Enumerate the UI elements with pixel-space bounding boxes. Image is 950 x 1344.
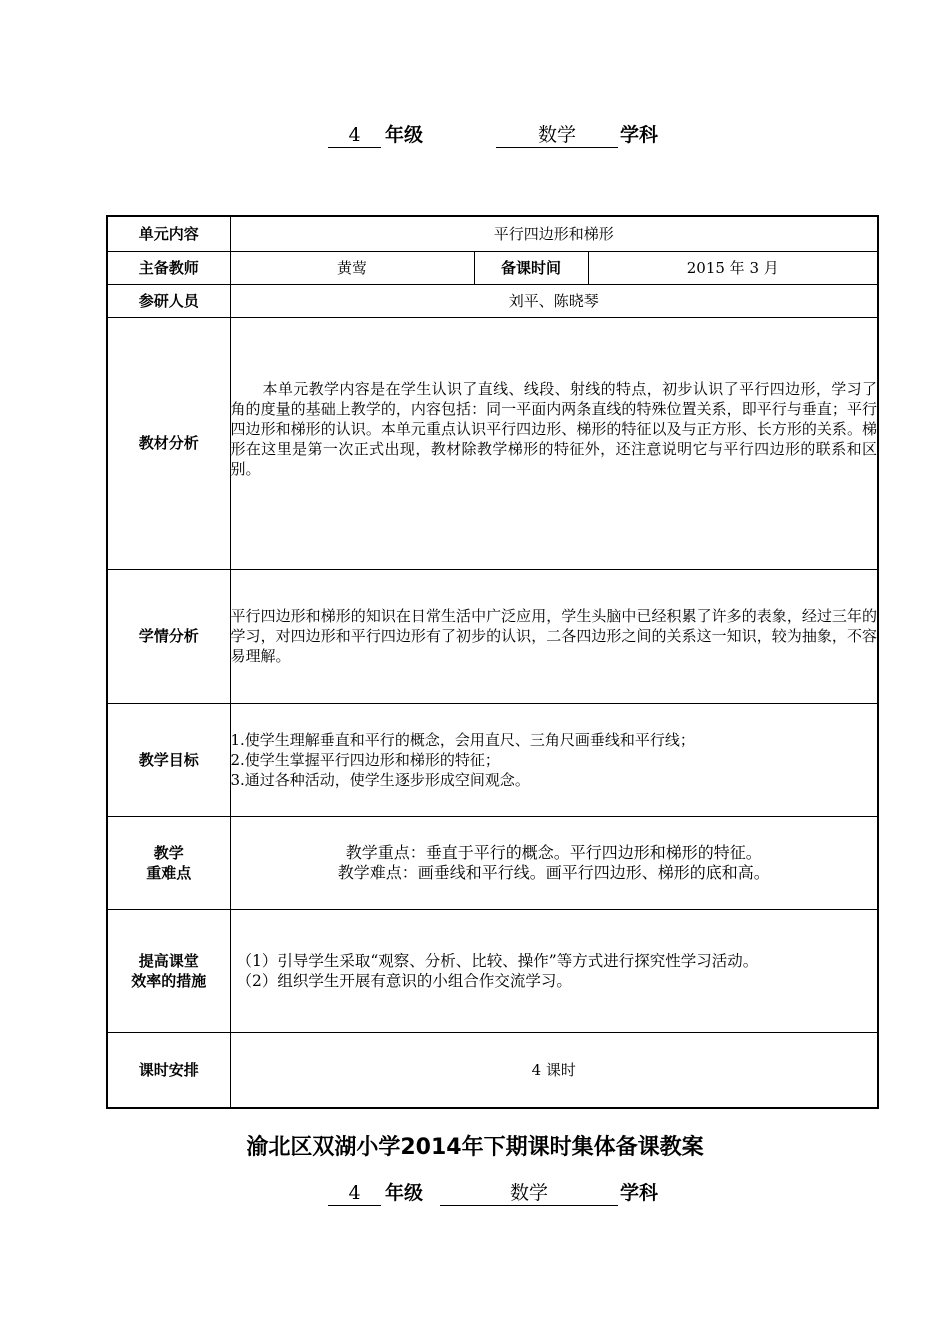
teaching-goal-item: 3.通过各种活动，使学生逐步形成空间观念。 [230,770,530,789]
key-points-label-line2: 重难点 [146,863,192,882]
unit-content-label: 单元内容 [107,216,230,251]
row-unit-content [107,216,878,251]
learner-analysis-cell [230,569,878,703]
key-points-label [107,816,230,909]
participants-value: 刘平、陈晓琴 [230,284,878,317]
unit-content-value: 平行四边形和梯形 [230,216,878,251]
teaching-goal-item: 2.使学生掌握平行四边形和梯形的特征； [230,750,500,769]
subject-value: 数学 [496,124,618,148]
teaching-goals-label: 教学目标 [107,703,230,816]
subject-word: 学科 [620,124,659,146]
grade-word: 年级 [385,124,424,146]
teaching-goals-cell [230,703,878,816]
schedule-label: 课时安排 [107,1032,230,1108]
subject-word: 学科 [620,1182,659,1204]
material-analysis-label: 教材分析 [107,317,230,569]
header-grade-subject-2 [0,1182,950,1210]
grade-value: 4 [328,124,381,148]
efficiency-label-line1: 提高课堂 [138,951,199,970]
row-teacher [107,251,878,284]
material-analysis-text: 本单元教学内容是在学生认识了直线、线段、射线的特点，初步认识了平行四边形，学习了角的度量的基础上教学的，内容包括：同一平面内两条直线的特殊位置关系，即平行与垂直；平行四边形和梯形的认识。本单元重点认识平行四边形、梯形的特征以及与正方形、长方形的关系。梯形在这里是第一次正式出现，教材除教学梯形的特征外，还注意说明它与平行四边形的联系和区别。 [230,380,878,478]
subject-value: 数学 [440,1182,618,1206]
row-learner-analysis [107,569,878,703]
efficiency-measure-item: （2）组织学生开展有意识的小组合作交流学习。 [236,971,572,990]
row-efficiency-measures [107,909,878,1032]
lesson-plan-table [106,215,879,1109]
efficiency-measure-item: （1）引导学生采取“观察、分析、比较、操作”等方式进行探究性学习活动。 [236,951,759,970]
school-plan-title: 渝北区双湖小学2014年下期课时集体备课教案 [246,1135,704,1160]
row-teaching-goals [107,703,878,816]
schedule-value: 4 课时 [230,1032,878,1108]
key-difficulty-text: 教学难点：画垂线和平行线。画平行四边形、梯形的底和高。 [337,862,770,882]
lead-teacher-label: 主备教师 [107,251,230,284]
row-schedule [107,1032,878,1108]
efficiency-measures-cell [230,909,878,1032]
row-material-analysis [107,317,878,569]
row-key-points [107,816,878,909]
efficiency-label-line2: 效率的措施 [131,971,207,990]
grade-word: 年级 [385,1182,424,1204]
key-focus-text: 教学重点：垂直于平行的概念。平行四边形和梯形的特征。 [345,842,762,862]
key-points-label-line1: 教学 [153,843,184,862]
grade-value: 4 [328,1182,381,1206]
learner-analysis-label: 学情分析 [107,569,230,703]
material-analysis-cell [230,317,878,569]
participants-label: 参研人员 [107,284,230,317]
row-participants [107,284,878,317]
prep-time-value: 2015 年 3 月 [588,251,878,284]
header-grade-subject [0,124,950,152]
teaching-goal-item: 1.使学生理解垂直和平行的概念，会用直尺、三角尺画垂线和平行线； [230,730,695,749]
efficiency-measures-label [107,909,230,1032]
key-points-cell [230,816,878,909]
prep-time-label: 备课时间 [474,251,588,284]
lead-teacher-value: 黄莺 [230,251,474,284]
learner-analysis-text: 平行四边形和梯形的知识在日常生活中广泛应用，学生头脑中已经积累了许多的表象，经过三年的学习，对四边形和平行四边形有了初步的认识，二各四边形之间的关系这一知识，较为抽象，不容易理解。 [230,607,878,665]
